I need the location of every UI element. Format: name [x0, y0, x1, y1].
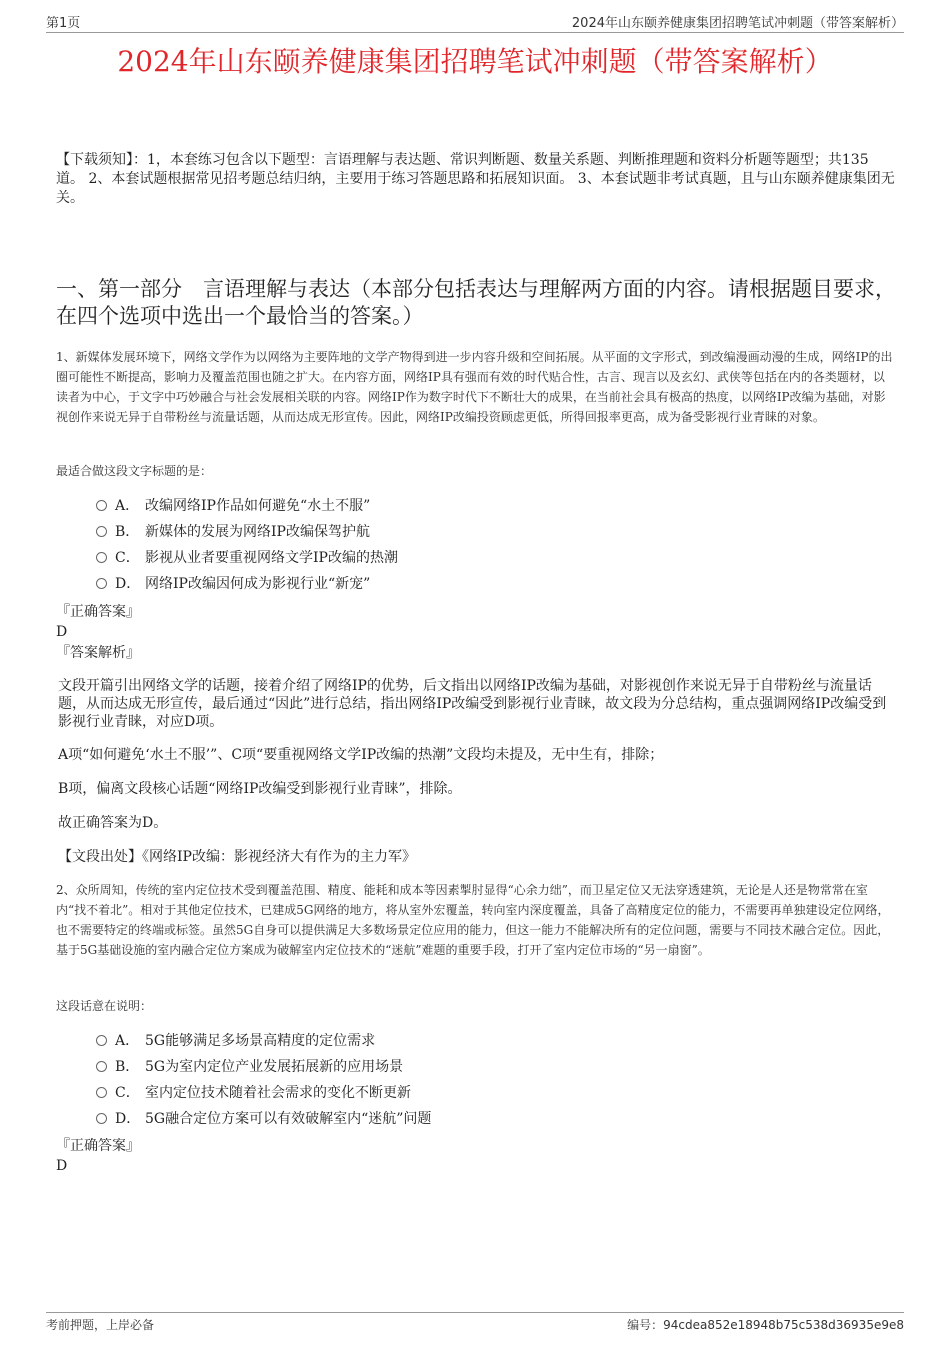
q2-answer-label: 『正确答案』 — [56, 1138, 140, 1154]
q1-analysis-main: 文段开篇引出网络文学的话题，接着介绍了网络IP的优势，后文指出以网络IP改编为基础，对影视创作来说无异于自带粉丝与流量话题，从而达成无形宣传，最后通过“因此”进行总结，指出网络IP改编受到影视行业青睐，故文段为分总结构，重点强调网络IP改编受到影视行业青睐，对应D项。 — [58, 678, 887, 730]
radio-icon[interactable] — [96, 552, 107, 563]
q1-analysis-b: B项，偏离文段核心话题“网络IP改编受到影视行业青睐”，排除。 — [58, 781, 462, 797]
q2-options — [96, 1028, 431, 1132]
q1-answer-label: 『正确答案』 — [56, 604, 140, 620]
download-notice: 【下载须知】：1，本套练习包含以下题型：言语理解与表达题、常识判断题、数量关系题、判断推理题和资料分析题等题型；共135道。 2、本套试题根据常见招考题总结归纳，主要用于练习答题思路和拓展知识面。 3、本套试题非考试真题，且与山东颐养健康集团无关。 — [56, 152, 895, 206]
q2-option-a[interactable]: A． 5G能够满足多场景高精度的定位需求 — [96, 1028, 431, 1054]
q1-option-b[interactable]: B． 新媒体的发展为网络IP改编保驾护航 — [96, 519, 398, 545]
q1-answer: D — [56, 624, 68, 640]
radio-icon[interactable] — [96, 526, 107, 537]
q2-option-c[interactable]: C． 室内定位技术随着社会需求的变化不断更新 — [96, 1080, 431, 1106]
q1-question: 最适合做这段文字标题的是： — [56, 464, 213, 478]
radio-icon[interactable] — [96, 578, 107, 589]
radio-icon[interactable] — [96, 500, 107, 511]
q1-source: 【文段出处】《网络IP改编：影视经济大有作为的主力军》 — [58, 849, 416, 865]
document-id: 编号：94cdea852e18948b75c538d36935e9e8 — [627, 1318, 904, 1332]
q1-analysis-conclusion: 故正确答案为D。 — [58, 815, 168, 831]
radio-icon[interactable] — [96, 1087, 107, 1098]
radio-icon[interactable] — [96, 1061, 107, 1072]
q2-option-b[interactable]: B． 5G为室内定位产业发展拓展新的应用场景 — [96, 1054, 431, 1080]
radio-icon[interactable] — [96, 1113, 107, 1124]
q1-analysis-a-c: A项“如何避免‘水土不服’”、C项“要重视网络文学IP改编的热潮”文段均未提及，无中生有，排除； — [58, 747, 664, 763]
q1-options — [96, 493, 398, 597]
q2-question: 这段话意在说明： — [56, 999, 153, 1013]
q2-answer: D — [56, 1158, 68, 1174]
header-divider — [46, 32, 904, 33]
q1-analysis-label: 『答案解析』 — [56, 645, 140, 661]
footer-slogan: 考前押题，上岸必备 — [46, 1318, 155, 1332]
q1-option-a[interactable]: A． 改编网络IP作品如何避免“水土不服” — [96, 493, 398, 519]
q2-passage: 2、众所周知，传统的室内定位技术受到覆盖范围、精度、能耗和成本等因素掣肘显得“心余力绌”，而卫星定位又无法穿透建筑，无论是人还是物常常在室内“找不着北”。相对于其他定位技术，已建成5G网络的地方，将从室外宏覆盖，转向室内深度覆盖，具备了高精度定位的能力，不需要再单独建设定位网络，也不需要特定的终端或标签。虽然5G自身可以提供满足大多数场景定位应用的能力，但这一能力不能解决所有的定位问题，需要与不同技术融合定位。因此，基于5G基础设施的室内融合定位方案成为破解室内定位技术的“迷航”难题的重要手段，打开了室内定位市场的“另一扇窗”。 — [56, 883, 890, 957]
radio-icon[interactable] — [96, 1035, 107, 1046]
q1-option-c[interactable]: C． 影视从业者要重视网络文学IP改编的热潮 — [96, 545, 398, 571]
section-heading: 一、第一部分 言语理解与表达（本部分包括表达与理解两方面的内容。请根据题目要求，在四个选项中选出一个最恰当的答案。） — [56, 277, 896, 328]
q1-option-d[interactable]: D． 网络IP改编因何成为影视行业“新宠” — [96, 571, 398, 597]
footer-divider — [46, 1312, 904, 1313]
page-title: 2024年山东颐养健康集团招聘笔试冲刺题（带答案解析） — [117, 45, 833, 78]
running-header: 2024年山东颐养健康集团招聘笔试冲刺题（带答案解析） — [571, 16, 904, 31]
page-number: 第1页 — [46, 16, 81, 31]
q2-option-d[interactable]: D． 5G融合定位方案可以有效破解室内“迷航”问题 — [96, 1106, 431, 1132]
q1-passage: 1、新媒体发展环境下，网络文学作为以网络为主要阵地的文学产物得到进一步内容升级和空间拓展。从平面的文字形式，到改编漫画动漫的生成，网络IP的出圈可能性不断提高，影响力及覆盖范围也随之扩大。在内容方面，网络IP具有强而有效的时代贴合性，古言、现言以及玄幻、武侠等包括在内的各类题材，以读者为中心，于文字中巧妙融合与社会发展相关联的内容。网络IP作为数字时代下不断壮大的成果，在当前社会具有极高的热度，以网络IP改编为基础，对影视创作来说无异于自带粉丝与流量话题，从而达成无形宣传。因此，网络IP改编投资顾虑更低，所得回报率更高，成为备受影视行业青睐的对象。 — [56, 350, 893, 424]
